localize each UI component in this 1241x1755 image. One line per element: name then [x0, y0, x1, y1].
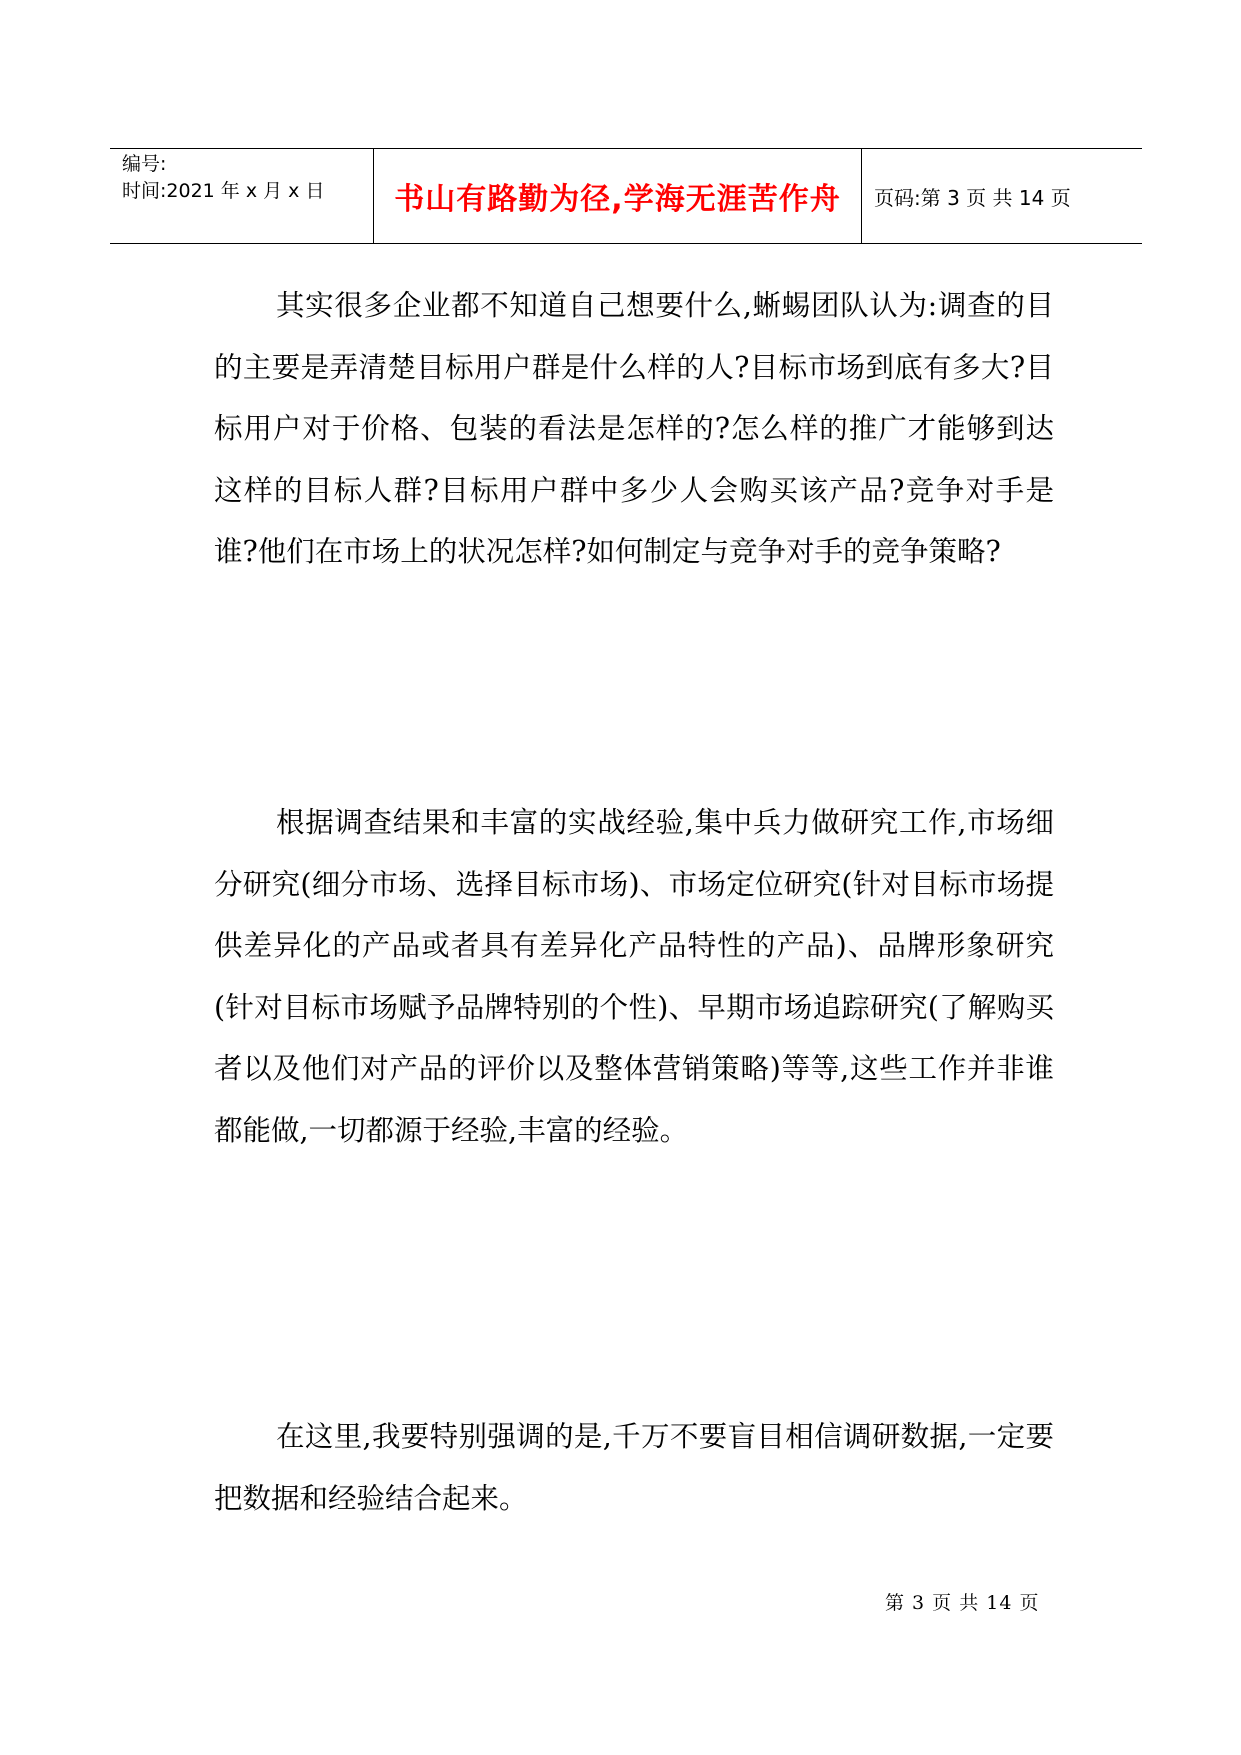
document-number-label: 编号: — [122, 153, 167, 175]
body-paragraph-1: 其实很多企业都不知道自己想要什么,蜥蜴团队认为:调查的目的主要是弄清楚目标用户群是什么样的人?目标市场到底有多大?目标用户对于价格、包装的看法是怎样的?怎么样的推广才能够到达这样的目标人群?目标用户群中多少人会购买该产品?竞争对手是谁?他们在市场上的状况怎样?如何制定与竞争对手的竞争策略? — [214, 289, 1054, 568]
body-paragraph-3: 在这里,我要特别强调的是,千万不要盲目相信调研数据,一定要把数据和经验结合起来。 — [214, 1420, 1054, 1515]
header-page-info: 页码:第 3 页 共 14 页 — [874, 185, 1071, 210]
document-date-label: 时间:2021 年 x 月 x 日 — [122, 180, 325, 202]
body-paragraph-2: 根据调查结果和丰富的实战经验,集中兵力做研究工作,市场细分研究(细分市场、选择目标市场)、市场定位研究(针对目标市场提供差异化的产品或者具有差异化产品特性的产品)、品牌形象研究(针对目标市场赋予品牌特别的个性)、早期市场追踪研究(了解购买者以及他们对产品的评价以及整体营销策略)等等,这些工作并非谁都能做,一切都源于经验,丰富的经验。 — [214, 806, 1054, 1147]
header-meta-cell — [110, 149, 374, 243]
document-header — [110, 148, 1142, 244]
page-footer: 第 3 页 共 14 页 — [885, 1592, 1040, 1614]
header-motto: 书山有路勤为径,学海无涯苦作舟 — [374, 149, 862, 243]
